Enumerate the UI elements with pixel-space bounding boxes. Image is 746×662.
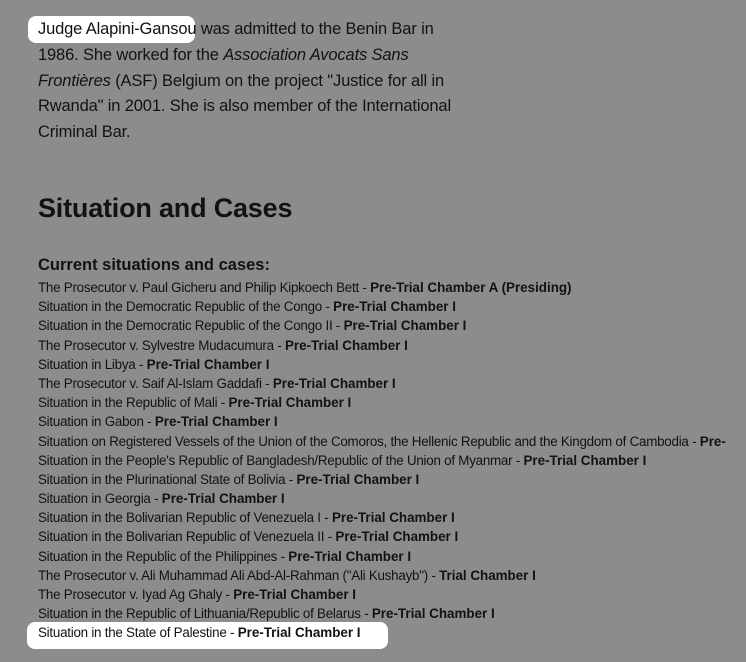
case-title: Situation in the Republic of Mali xyxy=(38,395,218,411)
case-separator: - xyxy=(427,567,440,583)
case-separator: - xyxy=(360,606,372,622)
case-separator: - xyxy=(324,529,336,545)
case-separator: - xyxy=(322,299,334,315)
bio-organization: Association Avocats Sans Frontières xyxy=(38,45,409,90)
case-separator: - xyxy=(332,318,344,334)
case-chamber: Pre-Trial Chamber I xyxy=(335,529,459,545)
case-item xyxy=(38,527,726,546)
case-chamber: Pre-Trial Chamber I xyxy=(288,548,412,564)
case-separator: - xyxy=(358,280,371,295)
case-chamber: Pre-Trial Chamber I xyxy=(228,395,352,411)
case-chamber: Pre-Trial Chamber I xyxy=(146,356,270,372)
case-title: Situation in the People's Republic of Bangladesh/Republic of the Union of Myanmar xyxy=(38,452,513,468)
case-separator: - xyxy=(273,337,285,353)
case-chamber: Trial Chamber I xyxy=(439,567,536,583)
bio-text-2: (ASF) Belgium on the project "Justice for all in Rwanda" in 2001. She is also member of the International Criminal Bar. xyxy=(38,71,451,142)
case-chamber: Pre-Trial Chamber I xyxy=(371,606,495,622)
case-item xyxy=(38,316,726,335)
case-item xyxy=(38,412,726,431)
case-chamber: Pre-Trial Chamber I xyxy=(343,318,467,334)
case-chamber: Pre-Trial Chamber I xyxy=(523,452,647,468)
case-chamber: Pre-Trial Chamber I xyxy=(285,337,408,353)
case-item xyxy=(38,355,726,374)
case-item xyxy=(38,393,726,412)
case-item xyxy=(38,489,726,508)
case-separator: - xyxy=(261,375,273,391)
case-item xyxy=(38,374,726,393)
case-separator: - xyxy=(222,587,234,602)
case-title: The Prosecutor v. Saif Al-Islam Gaddafi xyxy=(38,375,262,391)
bio-paragraph xyxy=(38,17,458,146)
case-chamber: Pre-Trial Chamber I xyxy=(154,414,278,430)
case-separator: - xyxy=(226,625,238,641)
case-item xyxy=(38,508,726,527)
case-title: Situation in the State of Palestine xyxy=(38,625,227,641)
case-title: Situation in the Republic of Lithuania/Republic of Belarus xyxy=(38,606,361,622)
case-title: Situation in the Republic of the Philippines xyxy=(38,548,278,564)
case-title: Situation in Libya xyxy=(38,356,136,372)
cases-subheading: Current situations and cases: xyxy=(38,256,270,274)
case-title: The Prosecutor v. Ali Muhammad Ali Abd-Al-Rahman ("Ali Kushayb") xyxy=(38,567,428,583)
case-title: Situation in the Bolivarian Republic of Venezuela I xyxy=(38,510,321,526)
case-chamber: Pre-Trial Chamber I xyxy=(272,375,396,391)
case-item xyxy=(38,278,726,297)
case-chamber: Pre-Trial Chamber A (Presiding) xyxy=(370,280,572,295)
case-item xyxy=(38,451,726,470)
case-title: The Prosecutor v. Iyad Ag Ghaly xyxy=(38,587,223,602)
case-item xyxy=(38,566,726,585)
case-item xyxy=(38,336,726,355)
case-item xyxy=(38,623,726,642)
case-separator: - xyxy=(217,395,229,411)
bio-text-1: was admitted to the Benin Bar in 1986. She worked for the xyxy=(38,20,434,64)
cases-list xyxy=(38,278,726,643)
case-title: Situation in Gabon xyxy=(38,414,144,430)
case-title: Situation in Georgia xyxy=(38,491,151,507)
case-item xyxy=(38,547,726,566)
case-chamber: Pre- xyxy=(699,433,726,449)
case-separator: - xyxy=(512,452,524,468)
case-title: The Prosecutor v. Sylvestre Mudacumura xyxy=(38,337,274,353)
case-item xyxy=(38,432,726,451)
case-item xyxy=(38,297,726,316)
case-title: Situation in the Democratic Republic of the Congo xyxy=(38,299,322,315)
case-title: Situation in the Democratic Republic of the Congo II xyxy=(38,318,333,334)
case-chamber: Pre-Trial Chamber I xyxy=(237,625,361,641)
case-item xyxy=(38,604,726,623)
case-separator: - xyxy=(143,414,155,430)
case-chamber: Pre-Trial Chamber I xyxy=(331,510,455,526)
case-title: The Prosecutor v. Paul Gicheru and Philip Kipkoech Bett xyxy=(38,280,359,295)
section-title: Situation and Cases xyxy=(38,193,293,223)
case-title: Situation in the Plurinational State of Bolivia xyxy=(38,471,286,487)
case-item xyxy=(38,585,726,604)
case-separator: - xyxy=(320,510,332,526)
judge-name: Judge Alapini-Gansou xyxy=(38,20,197,38)
case-chamber: Pre-Trial Chamber I xyxy=(161,491,285,507)
case-separator: - xyxy=(150,491,162,507)
case-chamber: Pre-Trial Chamber I xyxy=(333,299,456,315)
case-separator: - xyxy=(135,356,147,372)
case-separator: - xyxy=(688,433,700,449)
case-title: Situation in the Bolivarian Republic of Venezuela II xyxy=(38,529,325,545)
case-separator: - xyxy=(285,471,297,487)
case-chamber: Pre-Trial Chamber I xyxy=(296,471,420,487)
case-item xyxy=(38,470,726,489)
case-chamber: Pre-Trial Chamber I xyxy=(233,587,356,602)
case-separator: - xyxy=(277,548,289,564)
case-title: Situation on Registered Vessels of the Union of the Comoros, the Hellenic Republic and the Kingdom of Cambodia xyxy=(38,433,689,449)
